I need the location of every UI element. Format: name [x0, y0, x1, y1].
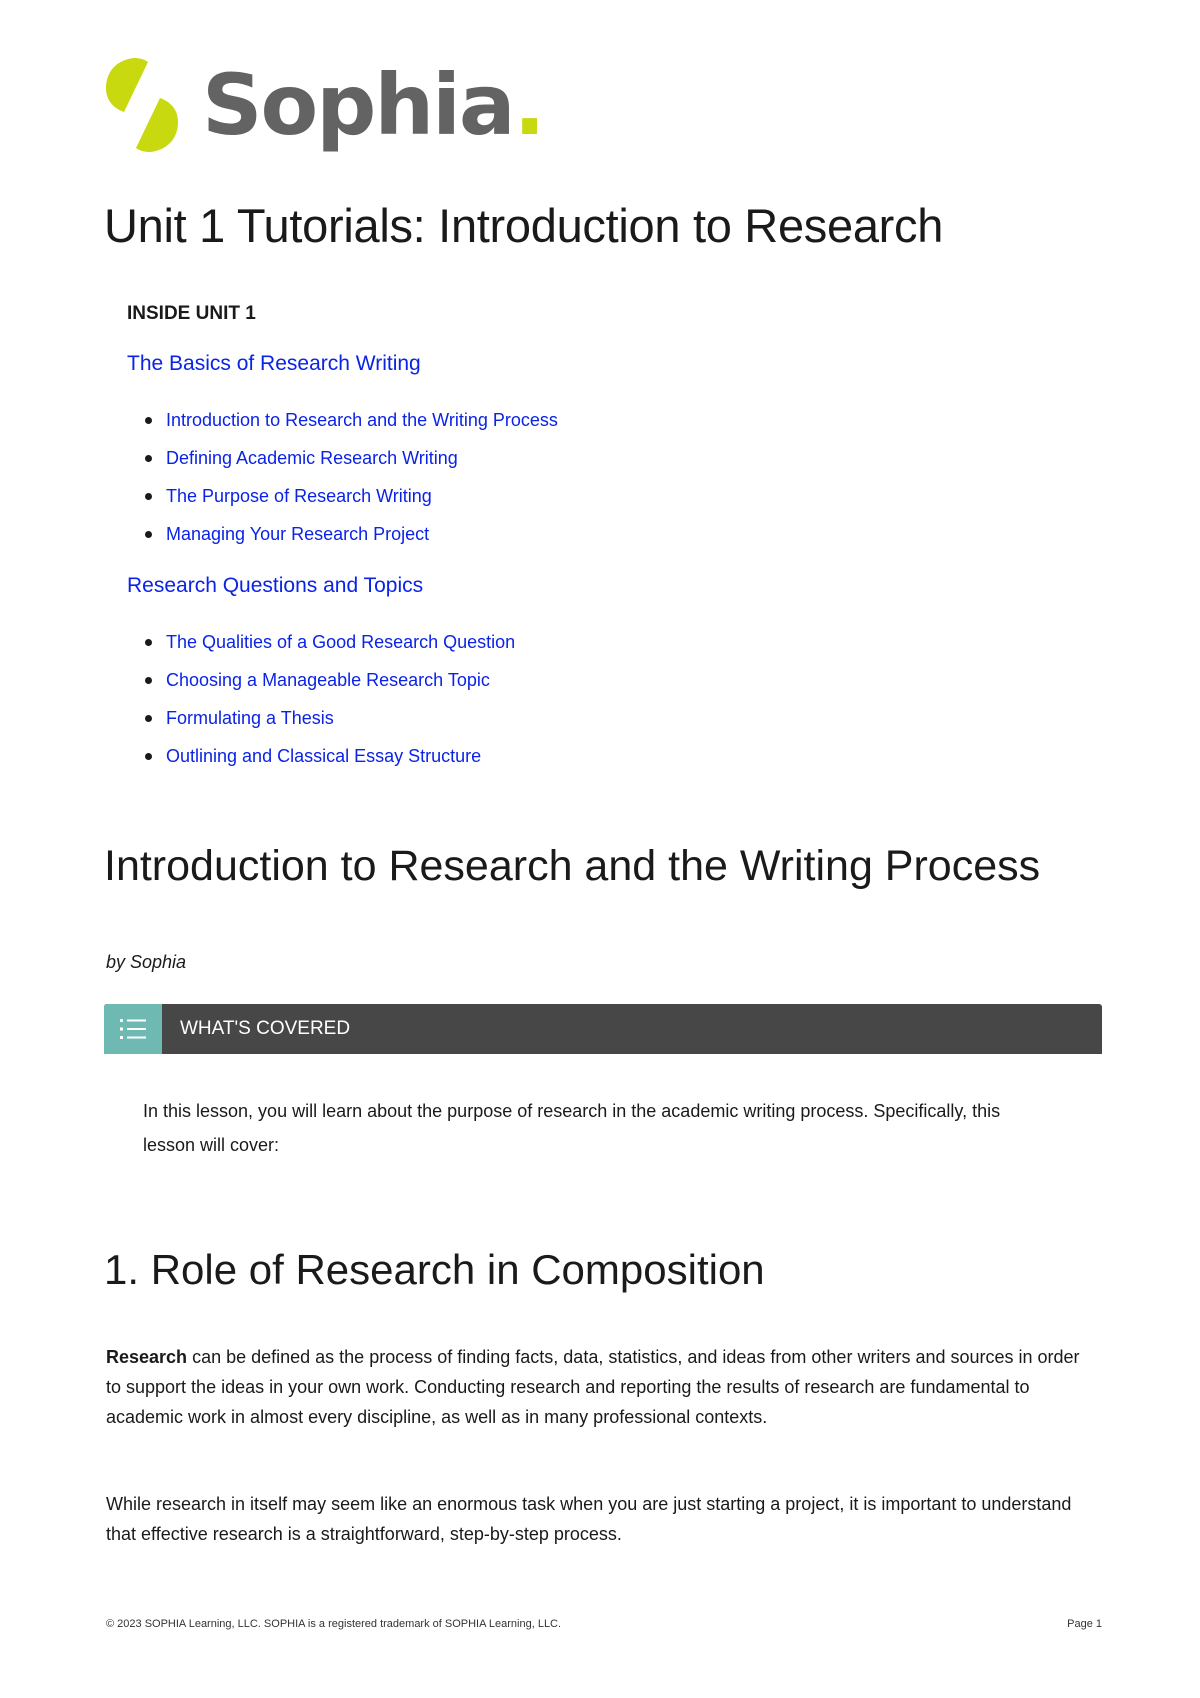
section-title: 1. Role of Research in Composition	[104, 1246, 765, 1293]
toc-link[interactable]: The Qualities of a Good Research Question	[145, 632, 515, 670]
list-icon	[104, 1004, 162, 1054]
whats-covered-bar	[104, 1004, 1102, 1054]
toc-link[interactable]: The Purpose of Research Writing	[145, 486, 558, 524]
sophia-wordmark: Sophia.	[202, 56, 544, 154]
lesson-title: Introduction to Research and the Writing Process	[104, 842, 1041, 890]
toc-link[interactable]: Formulating a Thesis	[145, 708, 515, 746]
term-research: Research	[106, 1347, 188, 1367]
whats-covered-text: In this lesson, you will learn about the purpose of research in the academic writing process. Specifically, this lesson will cover:	[143, 1101, 1001, 1155]
toc-section-link-basics[interactable]: The Basics of Research Writing	[127, 352, 421, 375]
sophia-logo-icon	[104, 56, 180, 154]
sophia-logo	[104, 56, 544, 154]
toc-link[interactable]: Defining Academic Research Writing	[145, 448, 558, 486]
toc-link[interactable]: Outlining and Classical Essay Structure	[145, 746, 515, 784]
toc-section-link-questions[interactable]: Research Questions and Topics	[127, 574, 424, 597]
toc-link[interactable]: Managing Your Research Project	[145, 524, 558, 562]
toc-link[interactable]: Choosing a Manageable Research Topic	[145, 670, 515, 708]
toc-link[interactable]: Introduction to Research and the Writing Process	[145, 410, 558, 448]
whats-covered-label: WHAT'S COVERED	[180, 1018, 351, 1039]
toc-list-questions	[145, 632, 515, 784]
footer-page-number: Page 1	[1067, 1618, 1102, 1630]
byline: by Sophia	[106, 952, 187, 972]
inside-unit-label: INSIDE UNIT 1	[127, 303, 256, 324]
paragraph-research-process: While research in itself may seem like an enormous task when you are just starting a project, it is important to understand that effective research is a straightforward, step-by-step process.	[106, 1494, 1072, 1544]
unit-title: Unit 1 Tutorials: Introduction to Research	[104, 199, 944, 252]
footer-copyright: © 2023 SOPHIA Learning, LLC. SOPHIA is a registered trademark of SOPHIA Learning, LLC.	[106, 1618, 562, 1630]
toc-list-basics	[145, 410, 558, 562]
paragraph-research-definition: Research can be defined as the process of finding facts, data, statistics, and ideas from other writers and sources in order to support the ideas in your own work. Conducting research and reporting the results of research are fundamental to academic work in almost every discipline, as well as in many professional contexts.	[106, 1347, 1080, 1427]
